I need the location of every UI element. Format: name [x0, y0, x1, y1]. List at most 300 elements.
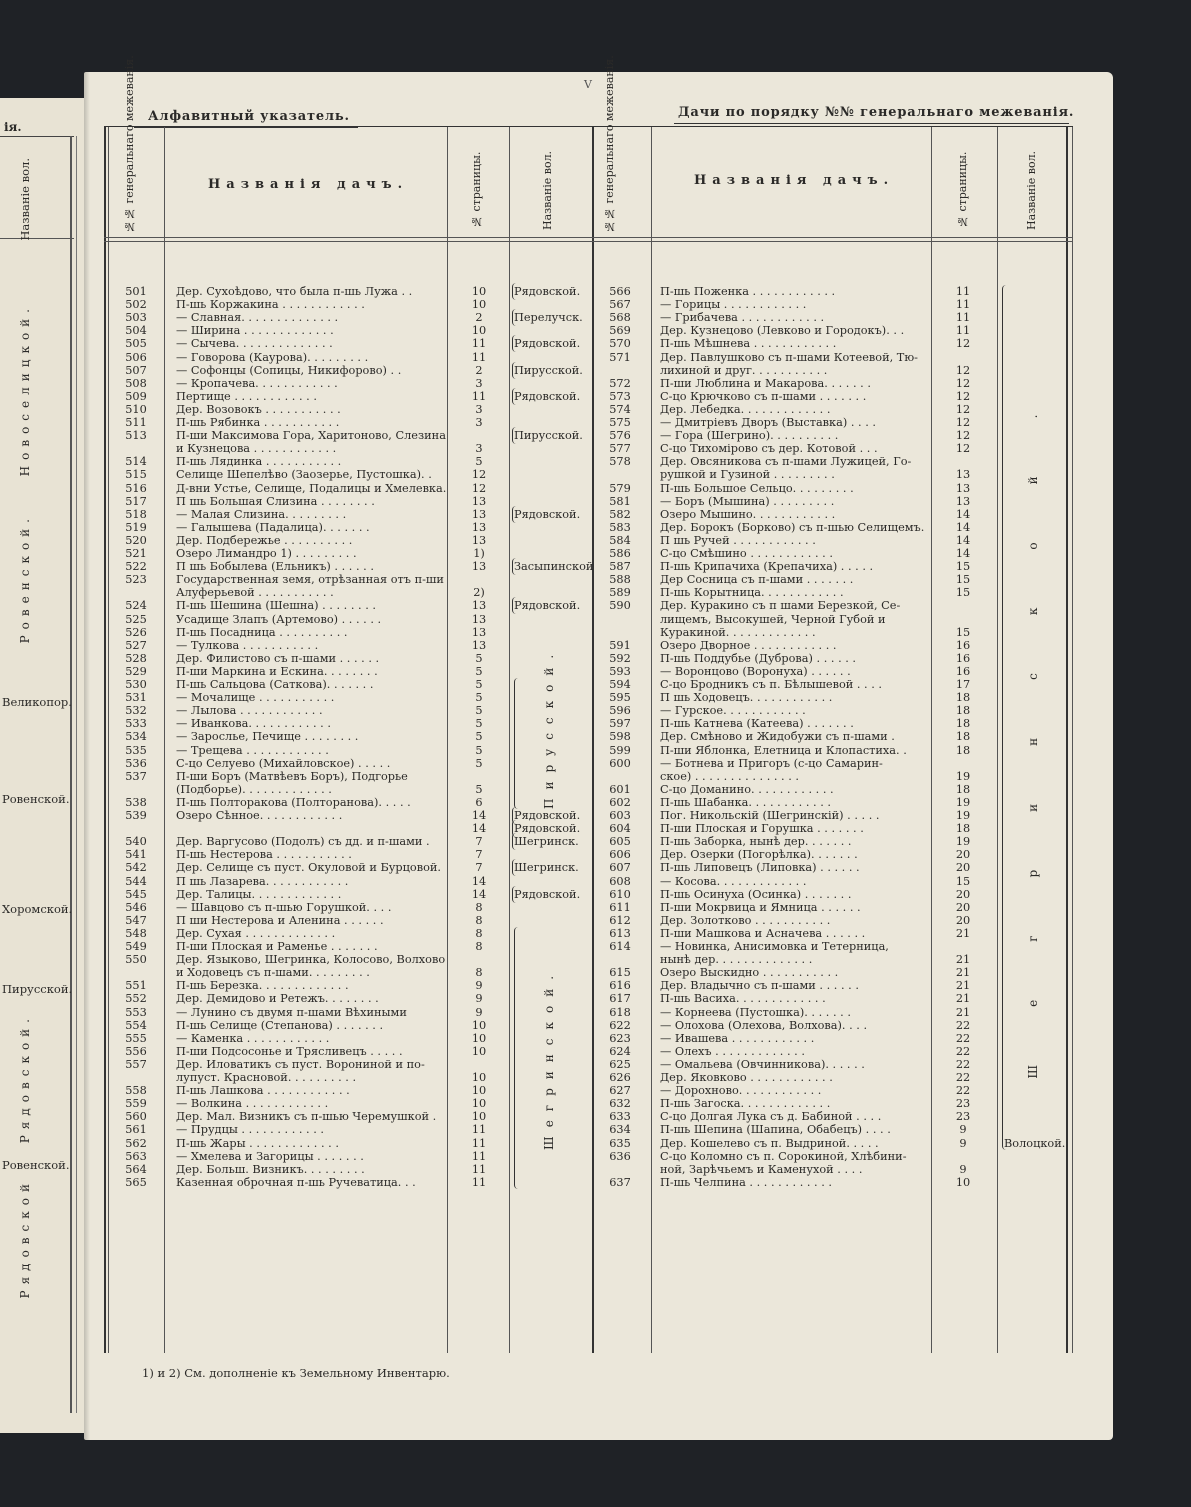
entry-number: 504 [125, 324, 147, 338]
entry-page: 12 [955, 337, 971, 351]
entry-number: 560 [125, 1110, 147, 1124]
entry-page: 22 [955, 1018, 971, 1032]
table-border-right [1066, 127, 1068, 1353]
entry-number: 562 [125, 1136, 147, 1150]
entry-number: 564 [125, 1162, 147, 1176]
entry-number: 509 [125, 389, 147, 403]
header-right-rule [674, 123, 1069, 124]
entry-name: Алуферьевой . . . . . . . . . . . [176, 586, 334, 600]
entry-page: 9 [475, 1005, 483, 1019]
volost-brace [512, 833, 518, 850]
entry-number [592, 468, 648, 481]
entry-name: П-шь Крипачиха (Крепачиха) . . . . . [660, 560, 874, 574]
entry-page: 13 [471, 599, 487, 613]
entry-name: — Шавцово съ п-шью Горушкой. . . . [176, 900, 392, 914]
entry-number: 547 [125, 913, 147, 927]
entry-page: 2) [473, 586, 485, 600]
entry-page: 21 [955, 992, 971, 1006]
entry-page: 5 [475, 717, 483, 731]
entry-number: 582 [609, 507, 631, 521]
entry-number: 536 [125, 756, 147, 770]
entry-number: 574 [609, 402, 631, 416]
entry-number: 527 [125, 638, 147, 652]
entry-name: С-цо Коломно съ п. Сорокиной, Хлѣбини- [660, 1149, 907, 1163]
entry-page: 21 [955, 1005, 971, 1019]
entry-name: П-ши Максимова Гора, Харитоново, Слезина [176, 429, 446, 443]
entry-page: 14 [955, 507, 971, 521]
entry-name: Дер. Больш. Визникъ. . . . . . . . . [176, 1162, 365, 1176]
entry-name: Озеро Выскидно . . . . . . . . . . . [660, 966, 839, 980]
entry-page: 11 [955, 324, 971, 338]
entry-page: 9 [475, 992, 483, 1006]
entry-page: 21 [955, 979, 971, 993]
volost-vertical-label: Шегринской. [542, 966, 556, 1150]
entry-page: 18 [955, 782, 971, 796]
entry-page: 14 [955, 520, 971, 534]
entry-number: 608 [609, 874, 631, 888]
entry-page: 13 [955, 494, 971, 508]
entry-page: 12 [955, 402, 971, 416]
entry-page: 14 [471, 809, 487, 822]
entry-number: 622 [609, 1018, 631, 1032]
entry-number: 559 [125, 1097, 147, 1111]
volost-label: Перелучск. [514, 311, 583, 325]
entry-name: С-цо Селуево (Михайловское) . . . . . [176, 756, 391, 770]
entry-page: 20 [955, 913, 971, 927]
entry-page: 10 [471, 1097, 487, 1111]
entry-name: Дер. Сухая . . . . . . . . . . . . . [176, 926, 336, 940]
entry-name: — Омальева (Овчинникова). . . . . . [660, 1057, 865, 1071]
entry-number: 506 [125, 350, 147, 364]
entry-page: 22 [955, 1057, 971, 1071]
entry-name: Дер. Куракино съ п шами Березкой, Се- [660, 599, 901, 613]
entry-name: (Подборье). . . . . . . . . . . . . [176, 782, 332, 796]
entry-number: 589 [609, 586, 631, 600]
left-volost-label: Ровенской. [2, 792, 70, 806]
entry-number: 626 [609, 1071, 631, 1084]
entry-name: Дер. Филистово съ п-шами . . . . . . [176, 651, 380, 665]
entry-name: П-ши Маркина и Ескина. . . . . . . . [176, 664, 378, 678]
entry-number: 593 [609, 664, 631, 678]
entry-number: 523 [125, 573, 147, 587]
entry-number: 578 [609, 455, 631, 469]
entry-number: 529 [125, 664, 147, 678]
entry-number: 598 [609, 730, 631, 744]
entry-page: 12 [955, 389, 971, 403]
entry-page: 21 [955, 966, 971, 980]
entry-number: 596 [609, 704, 631, 718]
entry-number: 525 [125, 612, 147, 626]
entry-name: П шь Лазарева. . . . . . . . . . . . [176, 874, 349, 888]
entry-number: 632 [609, 1097, 631, 1111]
entry-number: 520 [125, 533, 147, 547]
entry-page: 9 [959, 1123, 967, 1137]
entry-name: рушкой и Гузиной . . . . . . . . . [660, 468, 835, 482]
entry-name: ной, Зарѣчьемъ и Каменухой . . . . [660, 1162, 863, 1176]
left-volost-label: Пирусской. [2, 982, 73, 996]
entry-name: П-шь Шепина (Шапина, Обабецъ) . . . . [660, 1123, 891, 1137]
entry-name: П-ши Мокрвица и Ямница . . . . . . [660, 900, 861, 914]
entry-number: 590 [609, 599, 631, 613]
header-left-title: Алфавитный указатель. [148, 109, 350, 124]
entry-number: 508 [125, 376, 147, 390]
entry-page [941, 351, 985, 364]
col-head-page-right: № страницы. [956, 151, 969, 229]
entry-number: 612 [609, 913, 631, 927]
entry-name: Дер Сосница съ п-шами . . . . . . . [660, 573, 854, 587]
entry-name: П-шь Васиха. . . . . . . . . . . . . [660, 992, 826, 1006]
entry-name: — Олехъ . . . . . . . . . . . . . [660, 1044, 805, 1058]
entry-number: 530 [125, 678, 147, 691]
entry-number [108, 442, 164, 455]
entry-name: — Олохова (Олехова, Волхова). . . . [660, 1018, 868, 1032]
entry-number: 550 [125, 953, 147, 967]
entry-name: Дер. Кошелево съ п. Выдриной. . . . . [660, 1136, 879, 1150]
entry-name: — Воронцово (Воронуха) . . . . . . [660, 664, 851, 678]
entry-name: П-ши Боръ (Матвѣевъ Боръ), Подгорье [176, 769, 408, 783]
volost-label: Рядовской. [514, 337, 581, 351]
volost-brace [512, 886, 518, 903]
entry-name: — Гора (Шегрино). . . . . . . . . . [660, 429, 839, 443]
volost-label: Рядовской. [514, 887, 581, 901]
entry-number: 542 [125, 861, 147, 875]
entry-page: 21 [955, 953, 971, 967]
entry-number: 571 [609, 350, 631, 364]
table-border-right-outer [1072, 127, 1073, 1353]
entry-name: Дер. Мал. Визникъ съ п-шью Черемушкой . [176, 1110, 437, 1124]
col-head-num-left: №№ генеральнаго межеванія. [123, 55, 136, 233]
entry-number: 561 [125, 1123, 147, 1137]
entry-name: Дер. Павлушково съ п-шами Котеевой, Тю- [660, 350, 918, 364]
entry-page: 5 [475, 678, 483, 691]
entry-name: и Кузнецова . . . . . . . . . . . . [176, 442, 337, 456]
volost-brace [512, 427, 518, 444]
entry-number [592, 1163, 648, 1176]
entry-number: 602 [609, 795, 631, 809]
left-vertical-volost-1: Новоселицкой. [18, 303, 32, 477]
entry-number: 568 [609, 311, 631, 325]
volost-vertical-label: Пирусской. [542, 645, 556, 809]
volost-brace [512, 558, 518, 575]
entry-name: Дер. Подбережье . . . . . . . . . . [176, 533, 353, 547]
entry-page: 10 [471, 324, 487, 338]
volost-label: Рядовской. [514, 507, 581, 521]
entry-number: 501 [125, 285, 147, 298]
entry-name: С-цо Тихомірово съ дер. Котовой . . . [660, 442, 878, 456]
left-volost-label: Великопор. [2, 695, 72, 709]
entry-page: 5 [475, 743, 483, 757]
entry-name: Дер. Овсяникова съ п-шами Лужицей, Го- [660, 455, 912, 469]
entry-page: 3 [475, 416, 483, 429]
entry-name: Дер. Иловатикъ съ пуст. Ворониной и по- [176, 1057, 425, 1071]
entry-name: — Ботнева и Пригоръ (с-цо Самарин- [660, 756, 883, 770]
entry-name: П-шь Посадница . . . . . . . . . . [176, 625, 348, 639]
entry-name: П шь Большая Слизина . . . . . . . . [176, 494, 375, 508]
entry-name: П шь Ходовецъ. . . . . . . . . . . . [660, 691, 833, 705]
entry-page: 1) [473, 547, 485, 560]
entry-name: П-шь Нестерова . . . . . . . . . . . [176, 848, 352, 862]
entry-name: Озеро Лимандро 1) . . . . . . . . . [176, 547, 357, 560]
entry-name: Озеро Дворное . . . . . . . . . . . . [660, 638, 837, 652]
entry-name: — Гурское. . . . . . . . . . . . [660, 704, 806, 718]
entry-page [941, 1150, 985, 1163]
entry-number: 565 [125, 1175, 147, 1189]
entry-name: Озеро Мышино. . . . . . . . . . . . [660, 507, 836, 521]
entry-page: 14 [471, 822, 487, 836]
entry-name: Селище Шепелѣво (Заозерье, Пустошка). . [176, 468, 432, 482]
entry-name: Пертище . . . . . . . . . . . . [176, 389, 317, 403]
entry-page: 13 [471, 560, 487, 574]
entry-number: 516 [125, 481, 147, 495]
entry-page: 18 [955, 717, 971, 731]
entry-number: 549 [125, 940, 147, 953]
entry-page: 14 [955, 533, 971, 547]
entry-name: — Лылова . . . . . . . . . . . . [176, 704, 323, 718]
entry-number: 615 [609, 966, 631, 980]
col-head-volost-right: Названіе вол. [1025, 150, 1038, 230]
entry-name: Дер. Возовокъ . . . . . . . . . . . [176, 402, 341, 416]
entry-page: 19 [955, 769, 971, 783]
entry-number: 558 [125, 1084, 147, 1098]
entry-name: П-шь Шабанка. . . . . . . . . . . . [660, 795, 831, 809]
entry-page: 13 [955, 468, 971, 482]
entry-page: 8 [475, 913, 483, 927]
left-page-header-rule [0, 238, 74, 239]
entry-name: П ши Нестерова и Аленина . . . . . . [176, 913, 384, 927]
entry-number: 539 [125, 809, 147, 822]
entry-name: — Сычева. . . . . . . . . . . . . . [176, 337, 333, 351]
entry-page: 13 [471, 520, 487, 534]
entry-name: Дер. Языково, Шегринка, Колосово, Волхово [176, 953, 446, 967]
entry-number: 634 [609, 1123, 631, 1137]
entry-name: П-шь Сальцова (Саткова). . . . . . . [176, 678, 374, 691]
entry-number [108, 1071, 164, 1084]
entry-name: Дер. Золотково . . . . . . . . . . . [660, 913, 831, 927]
entry-page [941, 455, 985, 468]
entry-page: 5 [475, 691, 483, 705]
entry-name: — Софонцы (Сопицы, Никифорово) . . [176, 363, 402, 377]
entry-page: 8 [475, 966, 483, 980]
entry-number: 595 [609, 691, 631, 705]
entry-page: 3 [475, 402, 483, 416]
entry-number [592, 613, 648, 626]
entry-name: Пог. Никольскій (Шегринскій) . . . . . [660, 809, 880, 822]
volost-label: Засыпинской [514, 560, 594, 574]
column-divider [509, 127, 510, 1353]
entry-name: П-шь Рябинка . . . . . . . . . . . [176, 416, 340, 429]
volost-brace [512, 335, 518, 352]
entry-number: 624 [609, 1044, 631, 1058]
entry-name: П-шь Мѣшнева . . . . . . . . . . . . [660, 337, 837, 351]
left-vertical-volost-4: Рядовской [18, 1178, 32, 1299]
entry-page: 3 [475, 442, 483, 456]
entry-number: 570 [609, 337, 631, 351]
entry-name: П-шь Осинуха (Осинка) . . . . . . . [660, 887, 852, 901]
entry-name: Дер. Лебедка. . . . . . . . . . . . . [660, 402, 831, 416]
entry-page [457, 573, 501, 586]
entry-name: П-шь Березка. . . . . . . . . . . . . [176, 979, 349, 993]
entry-name: П-шь Челпина . . . . . . . . . . . . [660, 1175, 833, 1189]
header-right-title: Дачи по порядку №№ генеральнаго межеванія. [678, 105, 1075, 120]
entry-number: 587 [609, 560, 631, 574]
entry-number: 599 [609, 743, 631, 757]
entry-page: 10 [955, 1175, 971, 1189]
entry-page: 11 [471, 337, 487, 351]
entry-name: Д-вни Устье, Селище, Подалицы и Хмелевка. [176, 481, 447, 495]
entry-name: Усадище Злапъ (Артемово) . . . . . . [176, 612, 382, 626]
entry-number: 575 [609, 416, 631, 429]
entry-name: ское) . . . . . . . . . . . . . . . [660, 769, 800, 783]
entry-number: 505 [125, 337, 147, 351]
entry-name: лупуст. Красновой. . . . . . . . . . [176, 1071, 357, 1084]
entry-page [457, 953, 501, 966]
entry-number: 637 [609, 1175, 631, 1189]
entry-page: 3 [475, 376, 483, 390]
left-page-fragment [0, 98, 86, 1433]
entry-name: Дер. Варгусово (Подолъ) съ дд. и п-шами . [176, 835, 430, 849]
left-vertical-volost-3: Рядовской. [18, 1013, 32, 1144]
entry-number: 531 [125, 691, 147, 705]
document-page [84, 55, 1113, 1440]
entry-number: 576 [609, 429, 631, 443]
entry-page: 12 [955, 442, 971, 456]
entry-name: — Дорохново. . . . . . . . . . . . [660, 1084, 822, 1098]
entry-number: 552 [125, 992, 147, 1006]
entry-name: П-шь Коржакина . . . . . . . . . . . . [176, 298, 365, 312]
entry-number: 584 [609, 533, 631, 547]
entry-page: 7 [475, 848, 483, 862]
entry-number: 594 [609, 678, 631, 691]
entry-number: 526 [125, 625, 147, 639]
entry-page: 19 [955, 795, 971, 809]
entry-name: — Трещева . . . . . . . . . . . . [176, 743, 329, 757]
col-head-name-right: Названія дачъ. [694, 173, 895, 188]
entry-page: 8 [475, 940, 483, 953]
entry-page: 14 [471, 887, 487, 901]
volost-label: Рядовской. [514, 809, 581, 822]
left-volost-label: Ровенской. [2, 1158, 70, 1172]
entry-name: С-цо Долгая Лука съ д. Бабиной . . . . [660, 1110, 882, 1124]
entry-page: 11 [471, 1149, 487, 1163]
entry-page: 22 [955, 1031, 971, 1045]
entry-name: Дер. Яковково . . . . . . . . . . . . [660, 1071, 833, 1084]
entry-number: 586 [609, 547, 631, 560]
entry-name: — Прудцы . . . . . . . . . . . . [176, 1123, 325, 1137]
entry-name: — Новинка, Анисимовка и Тетерница, [660, 940, 889, 953]
entry-name: — Хмелева и Загорицы . . . . . . . [176, 1149, 364, 1163]
entry-name: — Галышева (Падалица). . . . . . . [176, 520, 370, 534]
volost-brace [1002, 285, 1008, 1150]
entry-page: 7 [475, 835, 483, 849]
entry-name: Казенная оброчная п-шь Ручеватица. . . [176, 1175, 416, 1189]
entry-page: 7 [475, 861, 483, 875]
entry-number: 607 [609, 861, 631, 875]
entry-name: нынѣ дер. . . . . . . . . . . . . . [660, 953, 813, 967]
entry-number: 618 [609, 1005, 631, 1019]
entry-number: 544 [125, 874, 147, 888]
col-head-page-left: № страницы. [470, 151, 483, 229]
entry-name: — Горицы . . . . . . . . . . . . [660, 298, 807, 312]
entry-number: 601 [609, 782, 631, 796]
entry-number [592, 364, 648, 377]
entry-page: 5 [475, 756, 483, 770]
entry-page: 12 [471, 468, 487, 482]
entry-number: 517 [125, 494, 147, 508]
entry-page: 11 [471, 1175, 487, 1189]
entry-number: 514 [125, 455, 147, 469]
entry-name: лихиной и друг. . . . . . . . . . . [660, 363, 828, 377]
entry-page: 13 [471, 638, 487, 652]
entry-page: 11 [471, 1162, 487, 1176]
entry-number: 555 [125, 1031, 147, 1045]
entry-page: 18 [955, 743, 971, 757]
left-page-column-head: Названіе вол. [18, 158, 32, 241]
entry-number [592, 626, 648, 639]
volost-label: Шегринск. [514, 861, 579, 875]
entry-name: Дер. Кузнецово (Левково и Городокъ). . . [660, 324, 905, 338]
entry-name: П-шь Полторакова (Полторанова). . . . . [176, 795, 411, 809]
entry-page: 2 [475, 311, 483, 325]
entry-page: 10 [471, 1031, 487, 1045]
entry-page: 10 [471, 1044, 487, 1058]
entry-name: Государственная земя, отрѣзанная отъ п-ши [176, 573, 444, 587]
entry-name: П-ши Подсосонье и Трясливецъ . . . . . [176, 1044, 403, 1058]
entry-number: 577 [609, 442, 631, 456]
entry-page: 5 [475, 782, 483, 796]
entry-page: 13 [471, 494, 487, 508]
entry-page: 12 [955, 429, 971, 443]
page-mark: V [584, 78, 592, 91]
left-page-header: ія. [4, 120, 22, 134]
col-head-num-right: №№ генеральнаго межеванія. [603, 55, 616, 233]
volost-brace [512, 283, 518, 300]
entry-name: П-ши Машкова и Асначева . . . . . . [660, 926, 866, 940]
entry-page: 10 [471, 1110, 487, 1124]
entry-page: 2 [475, 363, 483, 377]
entry-number: 521 [125, 547, 147, 560]
left-vertical-volost-2: Ровенской. [18, 513, 32, 644]
entry-name: Дер. Сухоѣдово, что была п-шь Лужа . . [176, 285, 413, 298]
volost-brace [512, 362, 518, 379]
entry-page: 13 [471, 625, 487, 639]
entry-name: — Славная. . . . . . . . . . . . . . [176, 311, 339, 325]
entry-number: 524 [125, 599, 147, 613]
header-rule [104, 237, 1073, 238]
entry-page: 18 [955, 730, 971, 744]
entry-page: 10 [471, 285, 487, 298]
entry-name: Дер. Селище съ пуст. Окуловой и Бурцовой. [176, 861, 442, 875]
volost-brace [512, 859, 518, 876]
entry-page: 8 [475, 926, 483, 940]
entry-name: П-шь Поддубье (Дуброва) . . . . . . [660, 651, 857, 665]
entry-page: 11 [471, 350, 487, 364]
volost-label: Волоцкой. [1004, 1136, 1066, 1150]
volost-vertical-label: Шегринской. [1026, 356, 1040, 1079]
entry-number [108, 966, 164, 979]
entry-page: 13 [471, 612, 487, 626]
volost-label: Рядовской. [514, 822, 581, 836]
entry-page [457, 770, 501, 783]
volost-label: Рядовской. [514, 389, 581, 403]
entry-number: 617 [609, 992, 631, 1006]
entry-page: 12 [955, 363, 971, 377]
col-head-name-left: Названія дачъ. [208, 177, 409, 192]
entry-name: П-шь Лашкова . . . . . . . . . . . . [176, 1084, 350, 1098]
table-border-left [104, 127, 106, 1353]
entry-name: — Косова. . . . . . . . . . . . . [660, 874, 807, 888]
entry-name: — Боръ (Мышина) . . . . . . . . . [660, 494, 835, 508]
entry-name: — Зарослье, Печище . . . . . . . . [176, 730, 359, 744]
